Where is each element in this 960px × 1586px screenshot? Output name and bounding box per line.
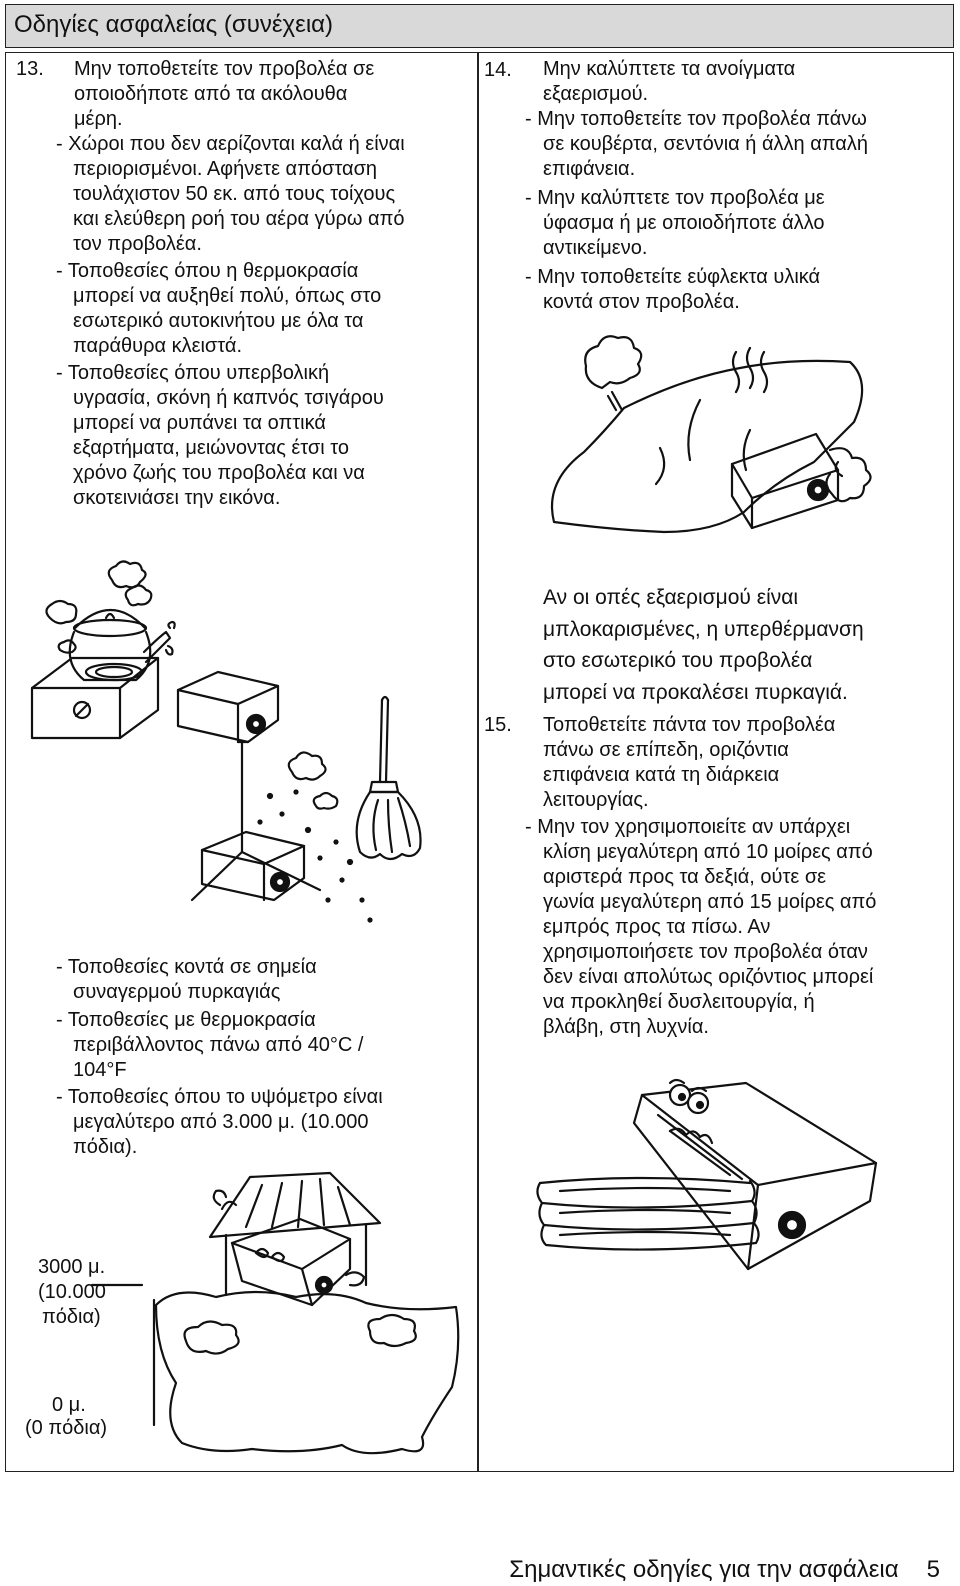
- bullet-line: γωνία μεγαλύτερη από 15 μοίρες από: [543, 891, 877, 913]
- item-15-title-line: επιφάνεια κατά τη διάρκεια: [543, 764, 780, 786]
- bullet-line: χρησιμοποιήσετε τον προβολέα όταν: [543, 941, 868, 963]
- illustration-heat-dust: [20, 560, 460, 940]
- item-15-title-line: Τοποθετείτε πάντα τον προβολέα: [543, 714, 836, 736]
- altitude-label-line: πόδια): [42, 1306, 101, 1328]
- bullet-line: 104°F: [73, 1059, 127, 1081]
- column-divider: [477, 52, 479, 1472]
- bullet-line: - Μην τον χρησιμοποιείτε αν υπάρχει: [525, 816, 851, 838]
- bullet-line: να προκληθεί δυσλειτουργία, ή: [543, 991, 815, 1013]
- illustration-covered-projector: [540, 330, 920, 550]
- page-title: Οδηγίες ασφαλείας (συνέχεια): [14, 11, 334, 38]
- warning-line: μπλοκαρισμένες, η υπερθέρμανση: [543, 618, 864, 641]
- bullet-line: συναγερμού πυρκαγιάς: [73, 981, 281, 1003]
- bullet-line: αριστερά προς τα δεξιά, ούτε σε: [543, 866, 827, 888]
- bullet-line: τον προβολέα.: [73, 233, 202, 255]
- bullet-line: εμπρός προς τα πίσω. Αν: [543, 916, 771, 938]
- illustration-tilted-projector: [530, 1075, 920, 1275]
- bullet-line: παράθυρα κλειστά.: [73, 335, 243, 357]
- bullet-line: μπορεί να ρυπάνει τα οπτικά: [73, 412, 326, 434]
- bullet-line: χρόνο ζωής του προβολέα και να: [73, 462, 365, 484]
- item-14-number: 14.: [484, 59, 512, 81]
- bullet-line: περιβάλλοντος πάνω από 40°C /: [73, 1034, 364, 1056]
- bullet-line: σε κουβέρτα, σεντόνια ή άλλη απαλή: [543, 133, 868, 155]
- item-14-title-line: Μην καλύπτετε τα ανοίγματα: [543, 58, 796, 80]
- bullet-line: ύφασμα ή με οποιοδήποτε άλλο: [543, 212, 825, 234]
- bullet-line: βλάβη, στη λυχνία.: [543, 1016, 709, 1038]
- item-13-title-line: Μην τοποθετείτε τον προβολέα σε: [74, 58, 375, 80]
- bullet-line: κλίση μεγαλύτερη από 10 μοίρες από: [543, 841, 873, 863]
- bullet-line: - Μην τοποθετείτε τον προβολέα πάνω: [525, 108, 867, 130]
- bullet-line: εξαρτήματα, μειώνοντας έτσι το: [73, 437, 350, 459]
- item-13-title-line: μέρη.: [74, 108, 123, 130]
- bullet-line: - Τοποθεσίες κοντά σε σημεία: [56, 956, 317, 978]
- warning-line: Αν οι οπές εξαερισμού είναι: [543, 586, 799, 609]
- bullet-line: - Χώροι που δεν αερίζονται καλά ή είναι: [56, 133, 405, 155]
- bullet-line: τουλάχιστον 50 εκ. από τους τοίχους: [73, 183, 396, 205]
- bullet-line: - Τοποθεσίες όπου υπερβολική: [56, 362, 330, 384]
- bullet-line: μπορεί να αυξηθεί πολύ, όπως στο: [73, 285, 382, 307]
- item-15-title-line: πάνω σε επίπεδη, οριζόντια: [543, 739, 789, 761]
- item-13-number: 13.: [16, 58, 44, 80]
- bullet-line: μεγαλύτερο από 3.000 μ. (10.000: [73, 1111, 369, 1133]
- bullet-line: επιφάνεια.: [543, 158, 636, 180]
- bullet-line: - Τοποθεσίες με θερμοκρασία: [56, 1009, 316, 1031]
- bullet-line: και ελεύθερη ροή του αέρα γύρω από: [73, 208, 405, 230]
- item-15-title-line: λειτουργίας.: [543, 789, 649, 811]
- bullet-line: κοντά στον προβολέα.: [543, 291, 740, 313]
- bullet-line: σκοτεινιάσει την εικόνα.: [73, 487, 281, 509]
- bullet-line: εσωτερικό αυτοκινήτου με όλα τα: [73, 310, 364, 332]
- bullet-line: - Τοποθεσίες όπου η θερμοκρασία: [56, 260, 359, 282]
- item-15-number: 15.: [484, 714, 512, 736]
- bullet-line: - Μην καλύπτετε τον προβολέα με: [525, 187, 825, 209]
- altitude-label-line: (10.000: [38, 1281, 106, 1303]
- page-header: [5, 4, 954, 48]
- warning-line: μπορεί να προκαλέσει πυρκαγιά.: [543, 681, 848, 704]
- footer-section-title: Σημαντικές οδηγίες για την ασφάλεια: [509, 1556, 899, 1583]
- warning-line: στο εσωτερικό του προβολέα: [543, 649, 813, 672]
- altitude-label-line: 0 μ.: [52, 1394, 86, 1416]
- bullet-line: υγρασία, σκόνη ή καπνός τσιγάρου: [73, 387, 384, 409]
- item-13-title-line: οποιοδήποτε από τα ακόλουθα: [74, 83, 348, 105]
- bullet-line: πόδια).: [73, 1136, 138, 1158]
- bullet-line: - Μην τοποθετείτε εύφλεκτα υλικά: [525, 266, 821, 288]
- altitude-label-line: (0 πόδια): [25, 1417, 108, 1439]
- item-14-title-line: εξαερισμού.: [543, 83, 649, 105]
- bullet-line: - Τοποθεσίες όπου το υψόμετρο είναι: [56, 1086, 383, 1108]
- altitude-label-line: 3000 μ.: [38, 1256, 106, 1278]
- page-number: 5: [926, 1556, 940, 1583]
- bullet-line: αντικείμενο.: [543, 237, 648, 259]
- bullet-line: δεν είναι απολύτως οριζόντιος μπορεί: [543, 966, 874, 988]
- page-footer: [509, 1556, 940, 1584]
- bullet-line: περιορισμένοι. Αφήνετε απόσταση: [73, 158, 378, 180]
